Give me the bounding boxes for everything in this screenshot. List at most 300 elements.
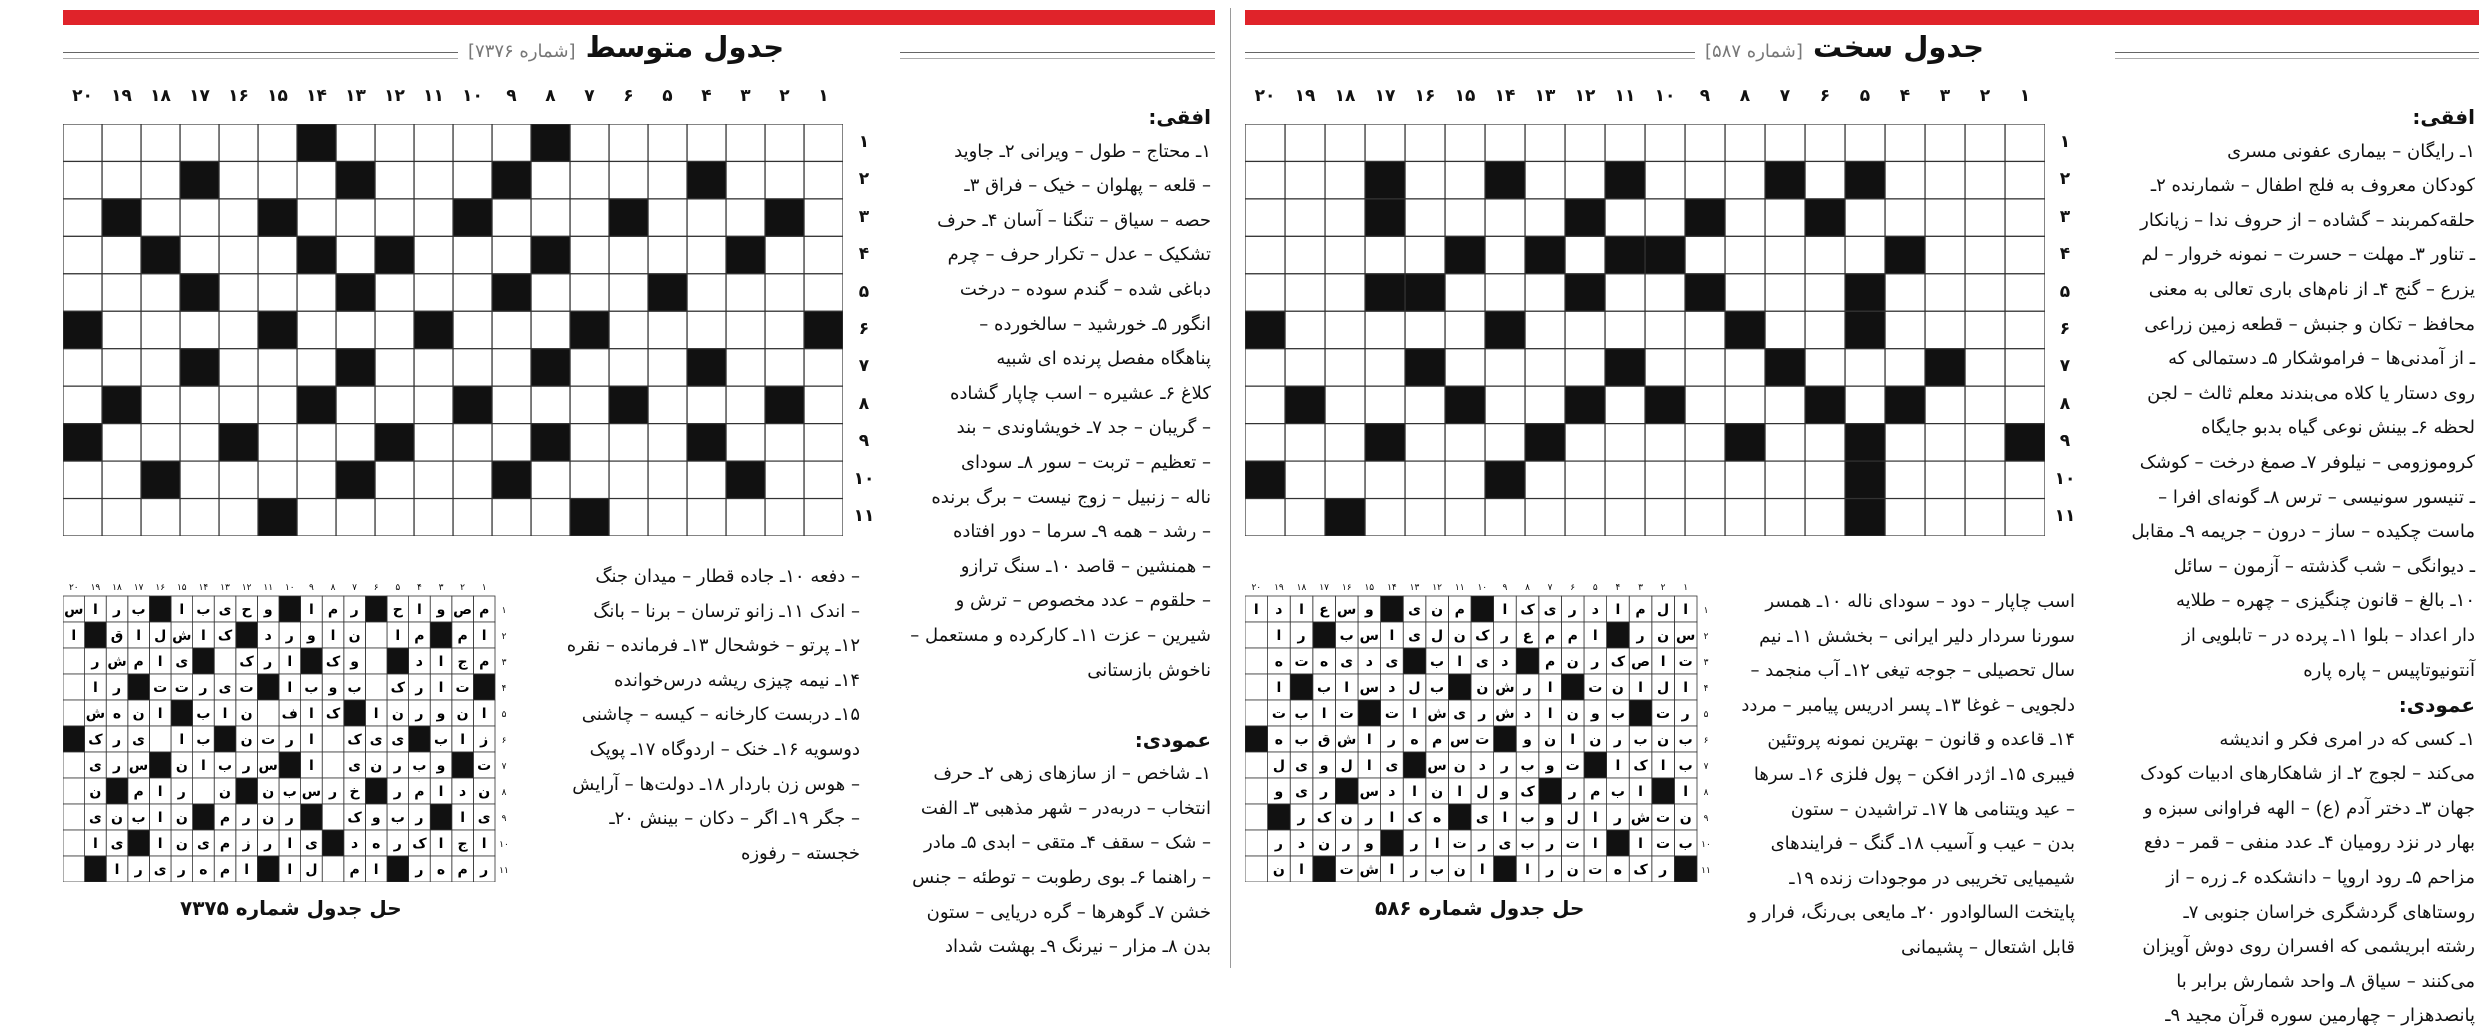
answer-cell[interactable] [726,161,765,198]
answer-cell[interactable] [1485,236,1525,273]
answer-cell[interactable] [804,461,843,498]
answer-cell[interactable] [336,124,375,161]
answer-cell[interactable] [1565,236,1605,273]
answer-cell[interactable] [1605,386,1645,423]
answer-cell[interactable] [765,499,804,536]
answer-cell[interactable] [492,236,531,273]
answer-cell[interactable] [1805,461,1845,498]
answer-cell[interactable] [1525,199,1565,236]
answer-cell[interactable] [1325,161,1365,198]
answer-cell[interactable] [1805,124,1845,161]
answer-cell[interactable] [141,274,180,311]
answer-cell[interactable] [726,274,765,311]
answer-cell[interactable] [609,161,648,198]
answer-cell[interactable] [1645,311,1685,348]
answer-cell[interactable] [180,386,219,423]
answer-cell[interactable] [531,461,570,498]
answer-cell[interactable] [1405,461,1445,498]
answer-cell[interactable] [1845,386,1885,423]
answer-cell[interactable] [141,349,180,386]
answer-cell[interactable] [1325,386,1365,423]
answer-cell[interactable] [336,386,375,423]
answer-cell[interactable] [1725,236,1765,273]
answer-cell[interactable] [180,311,219,348]
answer-cell[interactable] [258,386,297,423]
answer-cell[interactable] [375,386,414,423]
answer-cell[interactable] [375,124,414,161]
answer-cell[interactable] [258,124,297,161]
answer-cell[interactable] [1765,124,1805,161]
answer-cell[interactable] [648,461,687,498]
answer-cell[interactable] [102,124,141,161]
answer-cell[interactable] [1485,499,1525,536]
answer-cell[interactable] [1605,424,1645,461]
answer-cell[interactable] [1445,124,1485,161]
answer-cell[interactable] [570,199,609,236]
answer-cell[interactable] [180,461,219,498]
answer-cell[interactable] [1605,274,1645,311]
answer-cell[interactable] [492,499,531,536]
answer-cell[interactable] [1925,461,1965,498]
answer-cell[interactable] [1245,499,1285,536]
answer-cell[interactable] [63,386,102,423]
answer-cell[interactable] [1925,199,1965,236]
answer-cell[interactable] [180,236,219,273]
answer-cell[interactable] [1965,274,2005,311]
answer-cell[interactable] [1805,236,1845,273]
answer-cell[interactable] [1925,386,1965,423]
answer-cell[interactable] [804,386,843,423]
answer-cell[interactable] [1885,499,1925,536]
answer-cell[interactable] [609,124,648,161]
answer-cell[interactable] [180,124,219,161]
answer-cell[interactable] [1645,349,1685,386]
answer-cell[interactable] [1405,424,1445,461]
answer-cell[interactable] [258,424,297,461]
answer-cell[interactable] [570,161,609,198]
answer-cell[interactable] [570,461,609,498]
answer-cell[interactable] [1405,161,1445,198]
answer-cell[interactable] [1645,199,1685,236]
answer-cell[interactable] [1285,461,1325,498]
answer-cell[interactable] [375,161,414,198]
answer-cell[interactable] [1485,274,1525,311]
answer-cell[interactable] [141,424,180,461]
answer-cell[interactable] [63,161,102,198]
answer-cell[interactable] [2005,124,2045,161]
answer-cell[interactable] [141,124,180,161]
answer-cell[interactable] [1685,424,1725,461]
answer-cell[interactable] [1285,311,1325,348]
answer-cell[interactable] [1605,199,1645,236]
answer-cell[interactable] [1925,124,1965,161]
answer-cell[interactable] [1845,199,1885,236]
answer-cell[interactable] [609,499,648,536]
answer-cell[interactable] [1565,311,1605,348]
answer-cell[interactable] [414,124,453,161]
answer-cell[interactable] [297,499,336,536]
answer-cell[interactable] [1925,499,1965,536]
answer-cell[interactable] [375,199,414,236]
answer-cell[interactable] [297,461,336,498]
answer-cell[interactable] [1885,274,1925,311]
answer-cell[interactable] [102,274,141,311]
answer-cell[interactable] [1325,199,1365,236]
answer-cell[interactable] [804,236,843,273]
answer-cell[interactable] [1605,499,1645,536]
answer-cell[interactable] [804,424,843,461]
answer-cell[interactable] [726,424,765,461]
answer-cell[interactable] [1965,199,2005,236]
answer-cell[interactable] [2005,311,2045,348]
answer-cell[interactable] [609,236,648,273]
answer-cell[interactable] [492,311,531,348]
answer-cell[interactable] [63,199,102,236]
answer-cell[interactable] [1765,311,1805,348]
answer-cell[interactable] [2005,349,2045,386]
answer-cell[interactable] [1325,461,1365,498]
answer-cell[interactable] [1725,199,1765,236]
answer-cell[interactable] [1565,461,1605,498]
answer-cell[interactable] [570,274,609,311]
answer-cell[interactable] [1365,499,1405,536]
answer-cell[interactable] [1645,424,1685,461]
answer-cell[interactable] [375,499,414,536]
answer-cell[interactable] [1685,236,1725,273]
answer-cell[interactable] [414,424,453,461]
answer-cell[interactable] [1765,199,1805,236]
answer-cell[interactable] [336,199,375,236]
answer-cell[interactable] [1285,161,1325,198]
answer-cell[interactable] [141,386,180,423]
answer-cell[interactable] [1525,499,1565,536]
answer-cell[interactable] [180,424,219,461]
answer-cell[interactable] [375,311,414,348]
answer-cell[interactable] [726,499,765,536]
answer-cell[interactable] [219,461,258,498]
answer-cell[interactable] [765,124,804,161]
answer-cell[interactable] [219,349,258,386]
answer-cell[interactable] [804,274,843,311]
answer-cell[interactable] [63,236,102,273]
answer-cell[interactable] [1765,274,1805,311]
answer-cell[interactable] [1605,311,1645,348]
answer-cell[interactable] [687,499,726,536]
answer-cell[interactable] [1565,161,1605,198]
answer-cell[interactable] [492,124,531,161]
answer-cell[interactable] [219,499,258,536]
answer-cell[interactable] [648,199,687,236]
answer-cell[interactable] [804,349,843,386]
answer-cell[interactable] [1485,386,1525,423]
answer-cell[interactable] [1965,499,2005,536]
answer-cell[interactable] [1445,424,1485,461]
answer-cell[interactable] [1725,349,1765,386]
answer-cell[interactable] [336,424,375,461]
answer-cell[interactable] [1445,461,1485,498]
answer-cell[interactable] [765,424,804,461]
answer-cell[interactable] [570,236,609,273]
answer-cell[interactable] [1325,349,1365,386]
answer-cell[interactable] [2005,461,2045,498]
answer-cell[interactable] [1685,161,1725,198]
answer-cell[interactable] [102,424,141,461]
answer-cell[interactable] [1605,461,1645,498]
answer-cell[interactable] [297,349,336,386]
answer-cell[interactable] [1245,386,1285,423]
answer-cell[interactable] [648,236,687,273]
answer-cell[interactable] [765,161,804,198]
answer-cell[interactable] [531,274,570,311]
answer-cell[interactable] [1845,124,1885,161]
answer-cell[interactable] [1445,349,1485,386]
answer-cell[interactable] [102,161,141,198]
answer-cell[interactable] [687,311,726,348]
answer-cell[interactable] [1405,236,1445,273]
answer-cell[interactable] [804,124,843,161]
answer-cell[interactable] [219,386,258,423]
answer-cell[interactable] [1285,236,1325,273]
answer-cell[interactable] [1245,199,1285,236]
answer-cell[interactable] [687,461,726,498]
answer-cell[interactable] [297,311,336,348]
answer-cell[interactable] [492,424,531,461]
answer-cell[interactable] [102,236,141,273]
answer-cell[interactable] [1805,311,1845,348]
answer-cell[interactable] [1365,311,1405,348]
answer-cell[interactable] [141,311,180,348]
answer-cell[interactable] [375,274,414,311]
answer-cell[interactable] [1245,161,1285,198]
answer-cell[interactable] [1285,274,1325,311]
answer-cell[interactable] [1685,386,1725,423]
answer-cell[interactable] [63,124,102,161]
answer-cell[interactable] [1405,499,1445,536]
answer-cell[interactable] [1525,386,1565,423]
answer-cell[interactable] [1245,424,1285,461]
answer-cell[interactable] [1485,199,1525,236]
answer-cell[interactable] [609,311,648,348]
answer-cell[interactable] [531,161,570,198]
answer-cell[interactable] [453,424,492,461]
answer-cell[interactable] [1885,311,1925,348]
answer-cell[interactable] [219,199,258,236]
answer-cell[interactable] [648,161,687,198]
answer-cell[interactable] [531,386,570,423]
answer-cell[interactable] [726,311,765,348]
answer-cell[interactable] [1725,274,1765,311]
answer-cell[interactable] [453,274,492,311]
answer-cell[interactable] [1245,349,1285,386]
answer-cell[interactable] [1445,199,1485,236]
answer-cell[interactable] [687,124,726,161]
answer-cell[interactable] [297,199,336,236]
answer-cell[interactable] [1485,424,1525,461]
answer-cell[interactable] [1725,386,1765,423]
answer-cell[interactable] [414,199,453,236]
answer-cell[interactable] [63,499,102,536]
answer-cell[interactable] [453,311,492,348]
answer-cell[interactable] [1245,236,1285,273]
answer-cell[interactable] [1765,499,1805,536]
answer-cell[interactable] [1285,424,1325,461]
answer-cell[interactable] [219,124,258,161]
answer-cell[interactable] [1965,424,2005,461]
answer-cell[interactable] [1965,124,2005,161]
answer-cell[interactable] [648,349,687,386]
answer-cell[interactable] [1245,274,1285,311]
answer-cell[interactable] [453,236,492,273]
answer-cell[interactable] [258,461,297,498]
answer-cell[interactable] [1445,499,1485,536]
answer-cell[interactable] [1525,274,1565,311]
answer-cell[interactable] [258,236,297,273]
answer-cell[interactable] [1645,499,1685,536]
answer-cell[interactable] [531,199,570,236]
answer-cell[interactable] [1565,499,1605,536]
answer-cell[interactable] [414,499,453,536]
answer-cell[interactable] [1805,274,1845,311]
answer-cell[interactable] [570,124,609,161]
answer-cell[interactable] [804,161,843,198]
answer-cell[interactable] [1405,124,1445,161]
answer-cell[interactable] [1725,161,1765,198]
answer-cell[interactable] [804,199,843,236]
answer-cell[interactable] [1485,124,1525,161]
answer-cell[interactable] [219,274,258,311]
answer-cell[interactable] [1965,386,2005,423]
answer-cell[interactable] [1645,274,1685,311]
answer-cell[interactable] [609,349,648,386]
answer-cell[interactable] [648,386,687,423]
answer-cell[interactable] [102,311,141,348]
answer-cell[interactable] [492,349,531,386]
answer-cell[interactable] [570,349,609,386]
answer-cell[interactable] [102,499,141,536]
answer-cell[interactable] [141,199,180,236]
answer-cell[interactable] [1765,424,1805,461]
answer-cell[interactable] [726,124,765,161]
answer-cell[interactable] [1405,199,1445,236]
answer-cell[interactable] [726,386,765,423]
hard-crossword-grid[interactable] [1245,124,2045,536]
answer-cell[interactable] [63,274,102,311]
answer-cell[interactable] [297,424,336,461]
answer-cell[interactable] [1405,311,1445,348]
answer-cell[interactable] [1565,349,1605,386]
answer-cell[interactable] [1885,424,1925,461]
answer-cell[interactable] [2005,386,2045,423]
answer-cell[interactable] [1925,236,1965,273]
answer-cell[interactable] [492,199,531,236]
answer-cell[interactable] [687,199,726,236]
answer-cell[interactable] [687,274,726,311]
answer-cell[interactable] [1285,499,1325,536]
answer-cell[interactable] [1685,124,1725,161]
answer-cell[interactable] [258,349,297,386]
answer-cell[interactable] [1325,274,1365,311]
answer-cell[interactable] [1925,161,1965,198]
answer-cell[interactable] [1965,236,2005,273]
answer-cell[interactable] [765,461,804,498]
answer-cell[interactable] [570,386,609,423]
answer-cell[interactable] [1565,424,1605,461]
answer-cell[interactable] [375,349,414,386]
answer-cell[interactable] [336,499,375,536]
answer-cell[interactable] [1685,311,1725,348]
answer-cell[interactable] [1325,236,1365,273]
answer-cell[interactable] [1645,461,1685,498]
answer-cell[interactable] [1325,311,1365,348]
answer-cell[interactable] [414,161,453,198]
answer-cell[interactable] [1725,124,1765,161]
answer-cell[interactable] [1765,386,1805,423]
answer-cell[interactable] [1405,386,1445,423]
answer-cell[interactable] [102,349,141,386]
answer-cell[interactable] [1805,349,1845,386]
answer-cell[interactable] [1925,424,1965,461]
answer-cell[interactable] [1885,199,1925,236]
answer-cell[interactable] [570,424,609,461]
answer-cell[interactable] [609,274,648,311]
answer-cell[interactable] [1285,124,1325,161]
answer-cell[interactable] [1245,124,1285,161]
answer-cell[interactable] [1725,461,1765,498]
answer-cell[interactable] [1965,461,2005,498]
answer-cell[interactable] [63,349,102,386]
answer-cell[interactable] [1685,499,1725,536]
answer-cell[interactable] [648,424,687,461]
answer-cell[interactable] [1685,349,1725,386]
answer-cell[interactable] [1365,386,1405,423]
answer-cell[interactable] [219,311,258,348]
answer-cell[interactable] [726,349,765,386]
answer-cell[interactable] [1765,236,1805,273]
answer-cell[interactable] [1365,461,1405,498]
answer-cell[interactable] [1725,499,1765,536]
answer-cell[interactable] [1445,311,1485,348]
answer-cell[interactable] [648,311,687,348]
answer-cell[interactable] [1525,161,1565,198]
answer-cell[interactable] [1845,349,1885,386]
answer-cell[interactable] [765,236,804,273]
answer-cell[interactable] [180,499,219,536]
answer-cell[interactable] [141,499,180,536]
answer-cell[interactable] [414,386,453,423]
answer-cell[interactable] [336,236,375,273]
answer-cell[interactable] [1285,199,1325,236]
answer-cell[interactable] [453,124,492,161]
answer-cell[interactable] [1525,311,1565,348]
answer-cell[interactable] [1805,161,1845,198]
answer-cell[interactable] [726,199,765,236]
answer-cell[interactable] [453,349,492,386]
answer-cell[interactable] [531,311,570,348]
answer-cell[interactable] [1525,124,1565,161]
answer-cell[interactable] [1885,349,1925,386]
answer-cell[interactable] [63,461,102,498]
answer-cell[interactable] [1765,461,1805,498]
answer-cell[interactable] [219,161,258,198]
answer-cell[interactable] [414,274,453,311]
answer-cell[interactable] [1525,461,1565,498]
answer-cell[interactable] [1965,349,2005,386]
answer-cell[interactable] [1485,349,1525,386]
answer-cell[interactable] [531,499,570,536]
answer-cell[interactable] [609,461,648,498]
answer-cell[interactable] [258,274,297,311]
answer-cell[interactable] [765,311,804,348]
